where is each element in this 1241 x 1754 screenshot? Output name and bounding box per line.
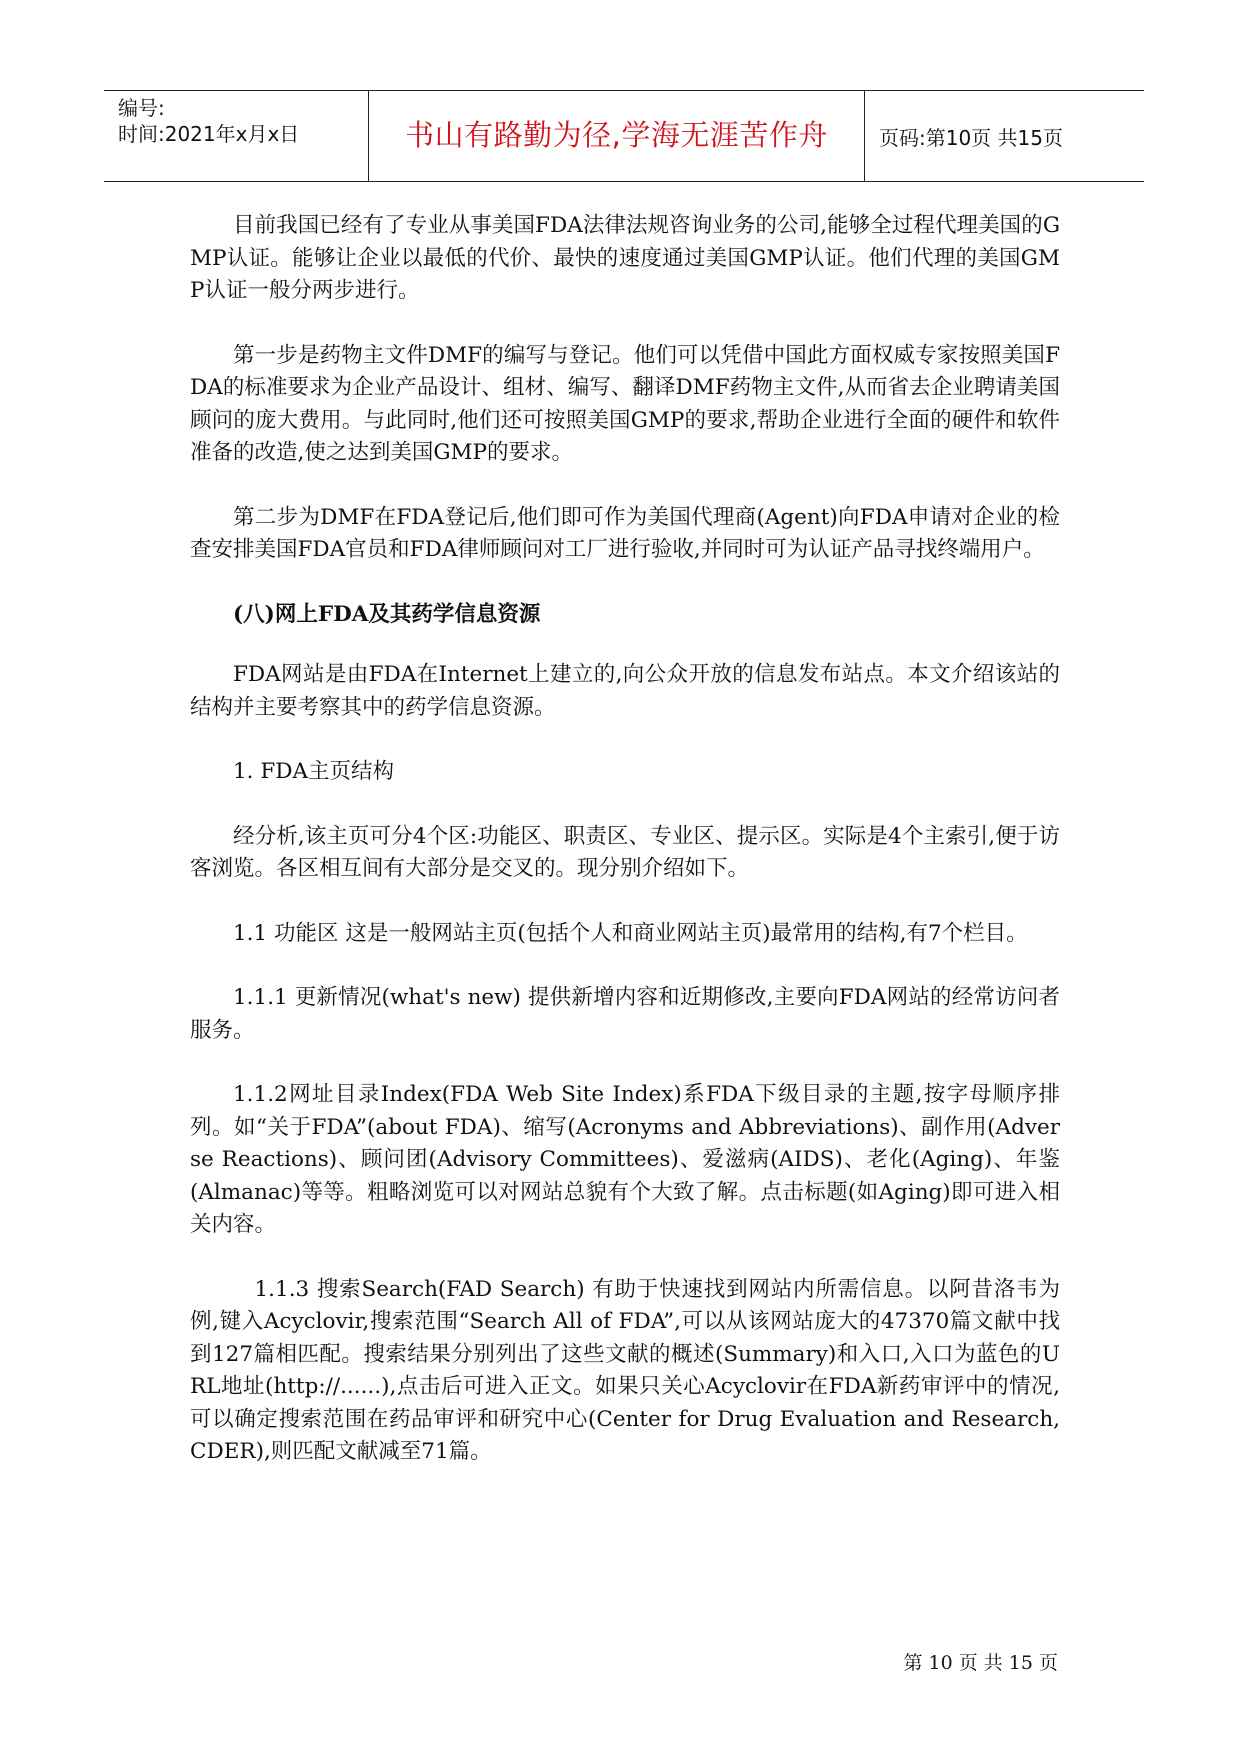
header-middle-cell [369, 91, 865, 181]
header-motto: 书山有路勤为径,学海无涯苦作舟 [405, 118, 828, 152]
header-page-code: 页码:第10页 共15页 [879, 126, 1063, 150]
page-footer-number: 第 10 页 共 15 页 [903, 1652, 1058, 1674]
paragraph-fda-website: FDA网站是由FDA在Internet上建立的,向公众开放的信息发布站点。本文介绍该站的结构并主要考察其中的药学信息资源。 [190, 662, 1060, 720]
document-body [190, 210, 1060, 1501]
paragraph-fda-consulting: 目前我国已经有了专业从事美国FDA法律法规咨询业务的公司,能够全过程代理美国的GMP认证。能够让企业以最低的代价、最快的速度通过美国GMP认证。他们代理的美国GMP认证一般分两步进行。 [190, 213, 1060, 303]
header-right-cell [865, 91, 1144, 181]
paragraph-step-two: 第二步为DMF在FDA登记后,他们即可作为美国代理商(Agent)向FDA申请对企业的检查安排美国FDA官员和FDA律师顾问对工厂进行验收,并同时可为认证产品寻找终端用户。 [190, 504, 1060, 562]
paragraph-function-zone: 1.1 功能区 这是一般网站主页(包括个人和商业网站主页)最常用的结构,有7个栏目。 [233, 920, 1028, 946]
paragraph-site-index: 1.1.2网址目录Index(FDA Web Site Index)系FDA下级目录的主题,按字母顺序排列。如“关于FDA”(about FDA)、缩写(Acronyms and Abbreviations)、副作用(Adverse Reactions)、顾问团(Advisory Committees)、爱滋病(AIDS)、老化(Aging)、年鉴(Almanac)等等。粗略浏览可以对网站总貌有个大致了解。点击标题(如Aging)即可进入相关内容。 [190, 1082, 1060, 1237]
section-heading: (八)网上FDA及其药学信息资源 [233, 601, 541, 627]
page-header [104, 90, 1144, 182]
paragraph-four-zones: 经分析,该主页可分4个区:功能区、职责区、专业区、提示区。实际是4个主索引,便于访客浏览。各区相互间有大部分是交叉的。现分别介绍如下。 [190, 823, 1060, 881]
header-left-cell [104, 91, 369, 181]
document-number-label: 编号: [118, 96, 165, 120]
subsection-heading: 1. FDA主页结构 [233, 759, 395, 784]
paragraph-whats-new: 1.1.1 更新情况(what's new) 提供新增内容和近期修改,主要向FDA网站的经常访问者服务。 [190, 985, 1060, 1043]
document-date-label: 时间:2021年x月x日 [118, 122, 300, 146]
paragraph-search: 1.1.3 搜索Search(FAD Search) 有助于快速找到网站内所需信息。以阿昔洛韦为例,键入Acyclovir,搜索范围“Search All of FDA”,可以从该网站庞大的47370篇文献中找到127篇相匹配。搜索结果分别列出了这些文献的概述(Summary)和入口,入口为蓝色的URL地址(http://......),点击后可进入正文。如果只关心Acyclovir在FDA新药审评中的情况,可以确定搜索范围在药品审评和研究中心(Center for Drug Evaluation and Research,CDER),则匹配文献减至71篇。 [190, 1276, 1060, 1464]
paragraph-step-one: 第一步是药物主文件DMF的编写与登记。他们可以凭借中国此方面权威专家按照美国FDA的标准要求为企业产品设计、组材、编写、翻译DMF药物主文件,从而省去企业聘请美国顾问的庞大费用。与此同时,他们还可按照美国GMP的要求,帮助企业进行全面的硬件和软件准备的改造,使之达到美国GMP的要求。 [190, 342, 1060, 465]
